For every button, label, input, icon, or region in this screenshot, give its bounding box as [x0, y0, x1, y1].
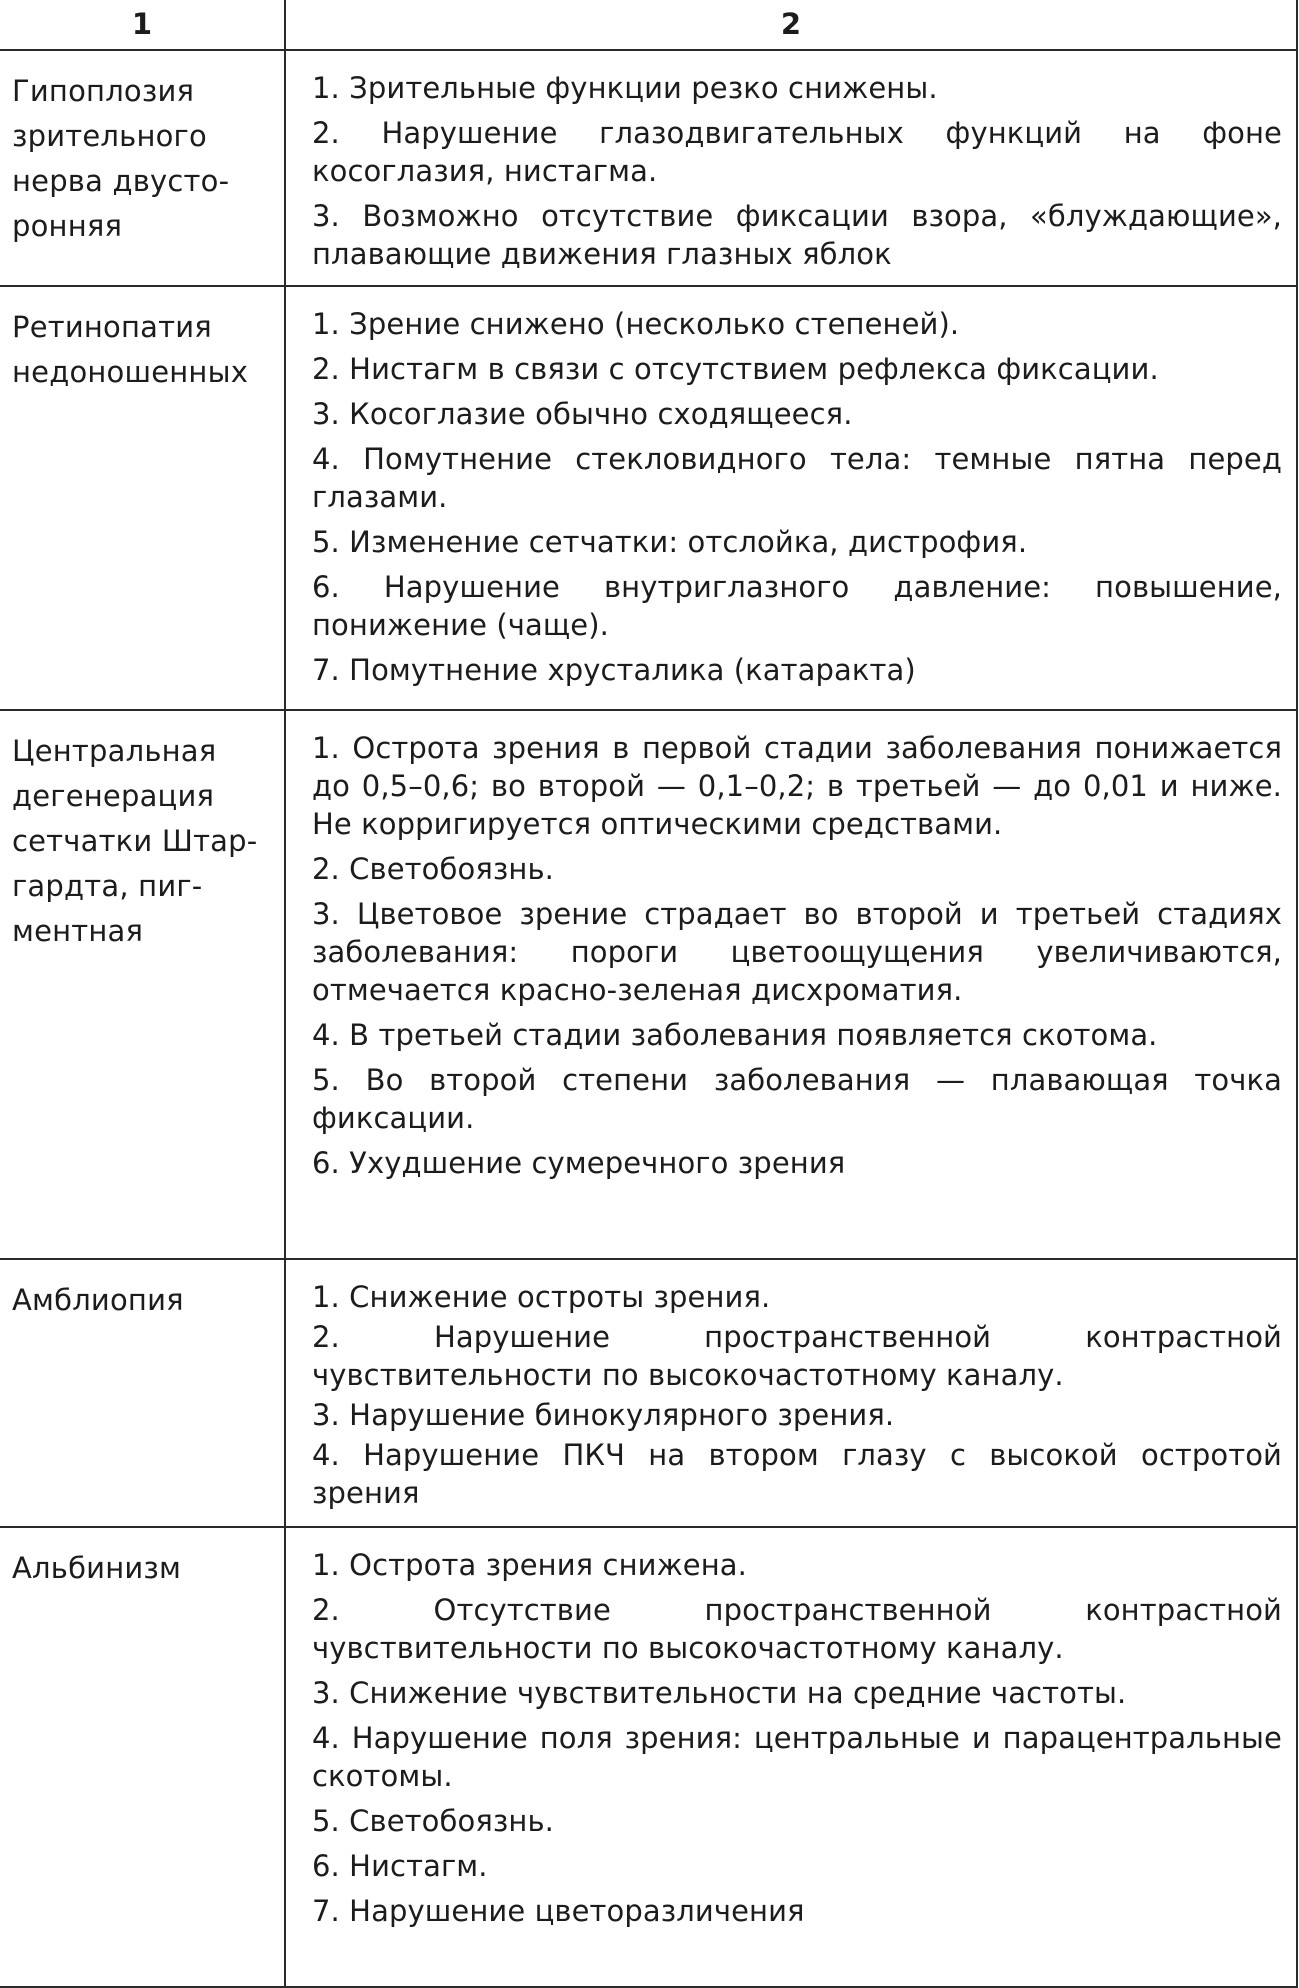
condition-name-line: недоношенных	[12, 355, 249, 389]
description-item: 5. Изменение сетчатки: отслойка, дистрофия.	[312, 525, 1028, 559]
description-item: 6. Нарушение внутриглазного давление: повышение, понижение (чаще).	[312, 570, 1282, 642]
condition-name-line: Центральная	[12, 734, 217, 768]
table-row	[0, 1527, 1297, 1987]
description-item: 5. Светобоязнь.	[312, 1804, 554, 1838]
column-header-1: 1	[0, 0, 285, 50]
table-row	[0, 50, 1297, 286]
description-item: 2. Нарушение глазодвигательных функций на фоне косоглазия, нистагма.	[312, 116, 1282, 188]
description-item: 5. Во второй степени заболевания — плавающая точка фиксации.	[312, 1063, 1282, 1135]
condition-name-line: нерва двусто-	[12, 164, 230, 198]
condition-name-line: сетчатки Штар-	[12, 824, 258, 858]
condition-name-line: Ретинопатия	[12, 310, 212, 344]
condition-name-line: Амблиопия	[12, 1283, 184, 1317]
condition-name	[0, 1527, 285, 1987]
description-item: 1. Острота зрения в первой стадии заболевания понижается до 0,5–0,6; во второй — 0,1–0,2; в третьей — до 0,01 и ниже. Не корригируется оптическими средствами.	[312, 731, 1282, 841]
description-item: 1. Снижение остроты зрения.	[312, 1280, 771, 1314]
description-item: 7. Помутнение хрусталика (катаракта)	[312, 653, 916, 687]
description-item: 3. Возможно отсутствие фиксации взора, «блуждающие», плавающие движения глазных яблок	[312, 199, 1282, 271]
description-item: 1. Острота зрения снижена.	[312, 1548, 747, 1582]
column-header-2: 2	[285, 0, 1297, 50]
description-item: 2. Отсутствие пространственной контрастной чувствительности по высокочастотному каналу.	[312, 1593, 1282, 1665]
condition-name	[0, 1259, 285, 1527]
description-item: 2. Светобоязнь.	[312, 852, 554, 886]
description-item: 1. Зрительные функции резко снижены.	[312, 71, 938, 105]
description-item: 4. Нарушение ПКЧ на втором глазу с высокой остротой зрения	[312, 1438, 1282, 1510]
description-item: 3. Косоглазие обычно сходящееся.	[312, 397, 853, 431]
condition-description	[285, 1259, 1297, 1527]
description-item: 6. Нистагм.	[312, 1849, 488, 1883]
condition-description	[285, 286, 1297, 710]
table-row	[0, 1259, 1297, 1527]
description-item: 6. Ухудшение сумеречного зрения	[312, 1146, 846, 1180]
description-item: 4. Помутнение стекловидного тела: темные пятна перед глазами.	[312, 442, 1282, 514]
condition-name	[0, 710, 285, 1259]
condition-name-line: ронняя	[12, 209, 123, 243]
condition-description	[285, 710, 1297, 1259]
table-row	[0, 710, 1297, 1259]
description-item: 2. Нистагм в связи с отсутствием рефлекса фиксации.	[312, 352, 1159, 386]
condition-name-line: Альбинизм	[12, 1551, 182, 1585]
table-row	[0, 286, 1297, 710]
description-item: 4. В третьей стадии заболевания появляется скотома.	[312, 1018, 1158, 1052]
condition-name-line: Гипоплозия	[12, 74, 195, 108]
condition-name-line: дегенерация	[12, 779, 215, 813]
description-item: 4. Нарушение поля зрения: центральные и парацентральные скотомы.	[312, 1721, 1282, 1793]
description-item: 2. Нарушение пространственной контрастной чувствительности по высокочастотному каналу.	[312, 1320, 1282, 1392]
description-item: 3. Снижение чувствительности на средние частоты.	[312, 1676, 1127, 1710]
condition-name	[0, 286, 285, 710]
condition-description	[285, 1527, 1297, 1987]
condition-name-line: ментная	[12, 914, 144, 948]
condition-description	[285, 50, 1297, 286]
condition-name-line: зрительного	[12, 119, 207, 153]
table-header-row	[0, 0, 1297, 50]
description-item: 3. Нарушение бинокулярного зрения.	[312, 1398, 895, 1432]
description-item: 1. Зрение снижено (несколько степеней).	[312, 307, 960, 341]
description-item: 3. Цветовое зрение страдает во второй и третьей стадиях заболевания: пороги цветоощущения увеличиваются, отмечается красно-зеленая дисхроматия.	[312, 897, 1282, 1007]
condition-name-line: гардта, пиг-	[12, 869, 203, 903]
description-item: 7. Нарушение цветоразличения	[312, 1894, 805, 1928]
condition-name	[0, 50, 285, 286]
